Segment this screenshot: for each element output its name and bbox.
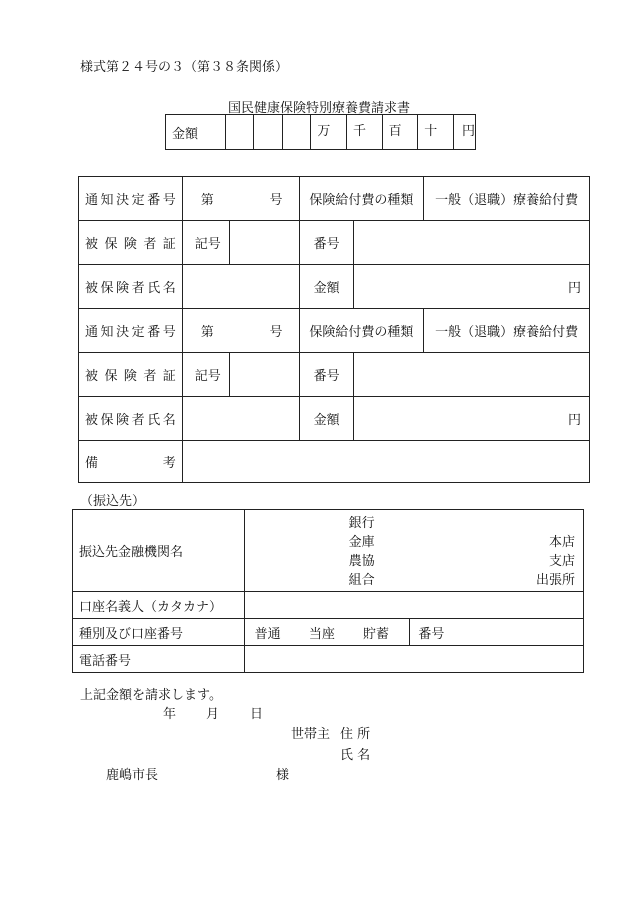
insured-name-field[interactable] [182, 397, 299, 441]
kigou-field[interactable] [229, 353, 299, 397]
transfer-table [72, 509, 584, 673]
branch-type-item: 支店 [548, 554, 575, 569]
remarks-field[interactable] [182, 441, 589, 483]
insured-name-field[interactable] [182, 265, 299, 309]
benefit-type-label: 保険給付費の種類 [299, 309, 424, 353]
institution-type-item: 組合 [348, 573, 375, 588]
claim-1-notice-row [79, 177, 590, 221]
phone-field[interactable] [244, 646, 583, 673]
benefit-type-value: 一般（退職）療養給付費 [424, 177, 590, 221]
unit-juu[interactable]: 十 [418, 115, 454, 150]
insured-name-label: 被保険者氏名 [79, 265, 183, 309]
institution-type-list [349, 514, 375, 590]
amount-digit-cell[interactable] [282, 115, 311, 150]
bangou-field[interactable] [354, 221, 590, 265]
claim-1-name-row [79, 265, 590, 309]
notice-number-field[interactable]: 第 号 [182, 309, 299, 353]
branch-type-item: 本店 [548, 535, 575, 550]
claim-2-card-row [79, 353, 590, 397]
insurance-card-label: 被保険者証 [79, 221, 183, 265]
remarks-row [79, 441, 590, 483]
unit-sen[interactable]: 千 [346, 115, 382, 150]
bangou-field[interactable] [354, 353, 590, 397]
institution-field[interactable] [244, 510, 583, 592]
institution-row [73, 510, 584, 592]
amount-box-label: 金額 [166, 115, 226, 150]
claim-amount-field[interactable]: 円 [354, 397, 590, 441]
claim-amount-label: 金額 [299, 397, 354, 441]
account-type-options[interactable] [244, 619, 410, 646]
claim-amount-label: 金額 [299, 265, 354, 309]
kigou-label: 記号 [182, 353, 229, 397]
amount-digit-cell[interactable] [254, 115, 283, 150]
insurance-card-label: 被保険者証 [79, 353, 183, 397]
notice-number-label: 通知決定番号 [79, 177, 183, 221]
bangou-label: 番号 [299, 353, 354, 397]
bangou-label: 番号 [299, 221, 354, 265]
unit-man[interactable]: 万 [311, 115, 347, 150]
institution-label: 振込先金融機関名 [73, 510, 245, 592]
name-label: 氏 名 [340, 748, 371, 763]
claim-2-notice-row [79, 309, 590, 353]
account-type-futsu[interactable]: 普通 [254, 626, 281, 642]
kigou-field[interactable] [229, 221, 299, 265]
unit-en[interactable]: 円 [453, 115, 475, 150]
amount-digit-cell[interactable] [225, 115, 254, 150]
form-title: 国民健康保険特別療養費請求書 [228, 101, 411, 116]
insured-name-label: 被保険者氏名 [79, 397, 183, 441]
branch-type-list [536, 533, 575, 590]
kigou-label: 記号 [182, 221, 229, 265]
account-number-field[interactable] [410, 619, 584, 646]
institution-type-item: 金庫 [348, 535, 375, 550]
date-day: 日 [250, 707, 264, 722]
amount-box [165, 114, 476, 150]
householder-label: 世帯主 [291, 727, 331, 742]
benefit-type-value: 一般（退職）療養給付費 [424, 309, 590, 353]
transfer-heading: （振込先） [80, 494, 146, 509]
phone-row [73, 646, 584, 673]
remarks-label: 備考 [79, 441, 183, 483]
phone-label: 電話番号 [73, 646, 245, 673]
institution-type-item: 農協 [348, 554, 375, 569]
date-month: 月 [206, 707, 220, 722]
form-number: 様式第２４号の３（第３８条関係） [80, 60, 289, 75]
account-number-label: 番号 [418, 626, 445, 642]
benefit-type-label: 保険給付費の種類 [299, 177, 424, 221]
institution-type-item: 銀行 [348, 516, 375, 531]
claim-1-card-row [79, 221, 590, 265]
unit-hyaku[interactable]: 百 [382, 115, 418, 150]
account-type-chochiku[interactable]: 貯蓄 [362, 626, 389, 642]
request-statement: 上記金額を請求します。 [80, 688, 222, 703]
claims-table [78, 176, 590, 483]
address-label: 住 所 [340, 727, 371, 742]
account-type-label: 種別及び口座番号 [73, 619, 245, 646]
honorific-sama: 様 [276, 768, 290, 783]
date-year: 年 [163, 707, 177, 722]
claim-2-name-row [79, 397, 590, 441]
account-type-row [73, 619, 584, 646]
notice-number-field[interactable]: 第 号 [182, 177, 299, 221]
account-holder-row [73, 592, 584, 619]
account-holder-field[interactable] [244, 592, 583, 619]
addressee: 鹿嶋市長 [106, 768, 159, 783]
branch-type-item: 出張所 [535, 573, 575, 588]
claim-amount-field[interactable]: 円 [354, 265, 590, 309]
account-type-touza[interactable]: 当座 [308, 626, 335, 642]
notice-number-label: 通知決定番号 [79, 309, 183, 353]
account-holder-label: 口座名義人（カタカナ） [73, 592, 245, 619]
